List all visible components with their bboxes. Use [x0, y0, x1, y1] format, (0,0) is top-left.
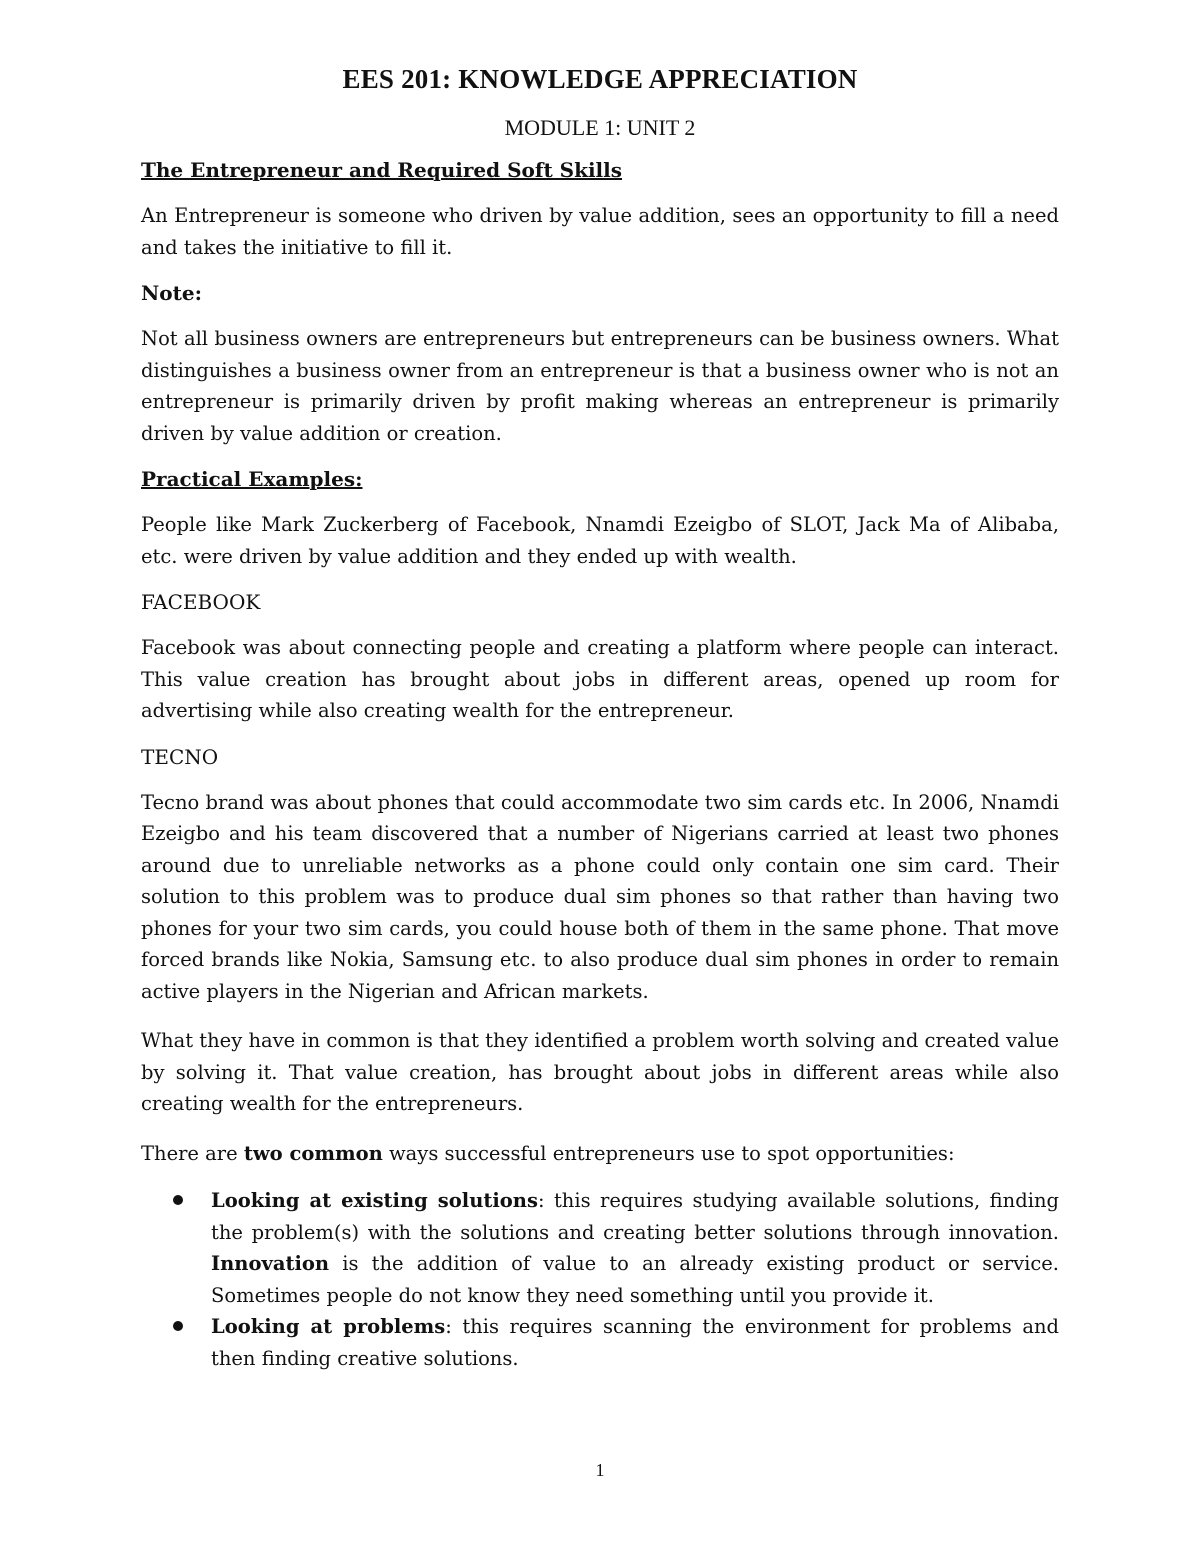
- bullet-bold-term: Innovation: [211, 1252, 330, 1275]
- list-item: [141, 1185, 1059, 1311]
- examples-heading: Practical Examples:: [141, 467, 363, 491]
- note-paragraph: Not all business owners are entrepreneurs but entrepreneurs can be business owners. What distinguishes a business owner from an entrepreneur is that a business owner who is not an entrepreneur is primarily driven by profit making whereas an entrepreneur is primarily driven by value addition or creation.: [141, 327, 1059, 445]
- opportunity-ways-list: [141, 1185, 1059, 1374]
- common-paragraph: What they have in common is that they identified a problem worth solving and created value by solving it. That value creation, has brought about jobs in different areas while also creating wealth for the entrepreneurs.: [141, 1029, 1059, 1115]
- document-title: EES 201: KNOWLEDGE APPRECIATION: [342, 64, 858, 94]
- facebook-paragraph: Facebook was about connecting people and creating a platform where people can interact. This value creation has brought about jobs in different areas, opened up room for advertising while also creating wealth for the entrepreneur.: [141, 636, 1059, 722]
- ways-intro-after: ways successful entrepreneurs use to spot opportunities:: [382, 1141, 955, 1165]
- examples-paragraph: People like Mark Zuckerberg of Facebook, Nnamdi Ezeigbo of SLOT, Jack Ma of Alibaba, etc. were driven by value addition and they ended up with wealth.: [141, 513, 1059, 568]
- section-heading: The Entrepreneur and Required Soft Skills: [141, 158, 623, 182]
- bullet-text: : this requires studying available solutions, finding the problem(s) with the solutions and creating better solutions through innovation.: [211, 1189, 1059, 1244]
- document-page: [141, 60, 1059, 1374]
- tecno-heading: TECNO: [141, 744, 219, 769]
- page-number: 1: [595, 1460, 605, 1480]
- bullet-text-continued: is the addition of value to an already existing product or service. Sometimes people do not know they need something until you provide it.: [211, 1252, 1059, 1307]
- bullet-label: Looking at existing solutions: [211, 1189, 538, 1212]
- ways-intro-bold: two common: [243, 1141, 383, 1165]
- tecno-paragraph: Tecno brand was about phones that could accommodate two sim cards etc. In 2006, Nnamdi Ezeigbo and his team discovered that a number of Nigerians carried at least two phones around due to unreliable networks as a phone could only contain one sim card. Their solution to this problem was to produce dual sim phones so that rather than having two phones for your two sim cards, you could house both of them in the same phone. That move forced brands like Nokia, Samsung etc. to also produce dual sim phones in order to remain active players in the Nigerian and African markets.: [141, 790, 1059, 1003]
- list-item: [141, 1311, 1059, 1374]
- bullet-icon: [173, 1321, 183, 1331]
- definition-paragraph: An Entrepreneur is someone who driven by value addition, sees an opportunity to fill a need and takes the initiative to fill it.: [141, 204, 1059, 259]
- module-subtitle: MODULE 1: UNIT 2: [504, 115, 696, 140]
- note-heading: Note:: [141, 281, 202, 305]
- ways-intro-paragraph: [141, 1138, 1059, 1170]
- bullet-icon: [173, 1195, 183, 1205]
- facebook-heading: FACEBOOK: [141, 590, 261, 614]
- ways-intro-before: There are: [141, 1141, 244, 1165]
- bullet-label: Looking at problems: [211, 1315, 446, 1338]
- bullet-text: : this requires scanning the environment for problems and then finding creative solutions.: [211, 1315, 1059, 1370]
